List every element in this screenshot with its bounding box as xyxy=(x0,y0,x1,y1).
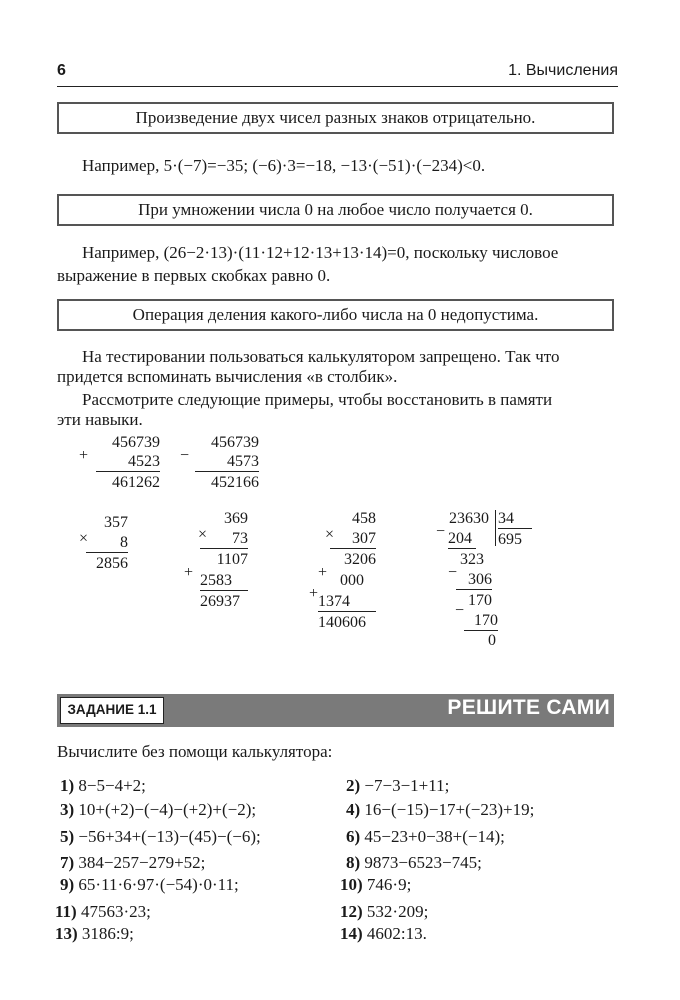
exercise-14: 14) 4602:13. xyxy=(340,924,427,943)
add-sign: + xyxy=(79,447,89,464)
mul2-plus: + xyxy=(184,564,194,581)
div-remainder-2: 170 xyxy=(468,592,492,609)
calc-paragraph-line-2: придется вспоминать вычисления «в столбик». xyxy=(57,367,398,386)
mul3-partial-1: 3206 xyxy=(344,551,376,568)
add-result: 461262 xyxy=(112,474,160,491)
mul2-partial-1: 1107 xyxy=(216,551,248,568)
chapter-title: 1. Вычисления xyxy=(508,62,618,79)
mul2-sign: × xyxy=(198,526,208,543)
exercise-1: 1) 8−5−4+2; xyxy=(60,776,146,795)
mul1-operand-b: 8 xyxy=(86,534,128,553)
div-vertical-line xyxy=(495,510,496,546)
div-minus-1: − xyxy=(436,523,446,540)
exercise-5: 5) −56+34+(−13)−(45)−(−6); xyxy=(60,827,261,846)
example-1: Например, 5·(−7)=−35; (−6)·3=−18, −13·(−51)·(−234)<0. xyxy=(82,156,486,175)
sub-operand-b: 4573 xyxy=(195,453,259,472)
div-remainder-3: 0 xyxy=(488,632,496,649)
example-2-line-1: Например, (26−2·13)·(11·12+12·13+13·14)=0, поскольку числовое xyxy=(82,243,559,262)
calc-paragraph-line-1: На тестировании пользоваться калькулятором запрещено. Так что xyxy=(82,347,560,366)
example-2-line-2: выражение в первых скобках равно 0. xyxy=(57,266,331,285)
div-divisor: 34 xyxy=(498,510,532,529)
exercise-11: 11) 47563·23; xyxy=(55,902,151,921)
div-dividend: 23630 xyxy=(449,510,489,527)
mul3-partial-3: 1374 xyxy=(318,593,376,612)
header-divider xyxy=(57,86,618,87)
div-minus-3: − xyxy=(455,602,465,619)
sub-operand-a: 456739 xyxy=(211,434,259,451)
mul3-partial-2: 000 xyxy=(340,572,364,589)
div-quotient: 695 xyxy=(498,531,522,548)
mul2-partial-2: 2583 xyxy=(200,572,248,591)
exercise-6: 6) 45−23+0−38+(−14); xyxy=(346,827,505,846)
exercise-9: 9) 65·11·6·97·(−54)·0·11; xyxy=(60,875,239,894)
mul3-sign: × xyxy=(325,526,335,543)
sub-sign: − xyxy=(180,447,190,464)
mul1-result: 2856 xyxy=(96,555,128,572)
mul1-sign: × xyxy=(79,530,89,547)
mul3-operand-a: 458 xyxy=(352,510,376,527)
exercise-3: 3) 10+(+2)−(−4)−(+2)+(−2); xyxy=(60,800,257,819)
mul1-operand-a: 357 xyxy=(104,514,128,531)
review-paragraph-line-1: Рассмотрите следующие примеры, чтобы восстановить в памяти xyxy=(82,390,553,409)
mul3-plus-2: + xyxy=(309,585,319,602)
mul2-operand-b: 73 xyxy=(200,530,248,549)
task-title: РЕШИТЕ САМИ xyxy=(447,696,610,719)
mul2-result: 26937 xyxy=(200,593,240,610)
mul3-operand-b: 307 xyxy=(330,530,376,549)
div-minus-2: − xyxy=(448,564,458,581)
exercise-12: 12) 532·209; xyxy=(340,902,429,921)
exercise-13: 13) 3186:9; xyxy=(55,924,134,943)
div-subtrahend-1: 204 xyxy=(448,530,476,549)
exercise-8: 8) 9873−6523−745; xyxy=(346,853,482,872)
mul3-plus-1: + xyxy=(318,564,328,581)
exercise-2: 2) −7−3−1+11; xyxy=(346,776,450,795)
div-subtrahend-2: 306 xyxy=(456,571,492,590)
review-paragraph-line-2: эти навыки. xyxy=(57,410,143,429)
exercise-10: 10) 746·9; xyxy=(340,875,412,894)
exercise-7: 7) 384−257−279+52; xyxy=(60,853,206,872)
page-number: 6 xyxy=(57,62,66,79)
rule-box-3: Операция деления какого-либо числа на 0 недопустима. xyxy=(57,299,614,331)
mul3-result: 140606 xyxy=(318,614,366,631)
rule-box-2: При умножении числа 0 на любое число получается 0. xyxy=(57,194,614,226)
add-operand-b: 4523 xyxy=(96,453,160,472)
div-remainder-1: 323 xyxy=(460,551,484,568)
rule-box-1: Произведение двух чисел разных знаков отрицательно. xyxy=(57,102,614,134)
exercise-4: 4) 16−(−15)−17+(−23)+19; xyxy=(346,800,535,819)
task-label: ЗАДАНИЕ 1.1 xyxy=(60,697,164,724)
task-instruction: Вычислите без помощи калькулятора: xyxy=(57,742,333,761)
div-subtrahend-3: 170 xyxy=(464,612,498,631)
sub-result: 452166 xyxy=(211,474,259,491)
add-operand-a: 456739 xyxy=(112,434,160,451)
mul2-operand-a: 369 xyxy=(224,510,248,527)
